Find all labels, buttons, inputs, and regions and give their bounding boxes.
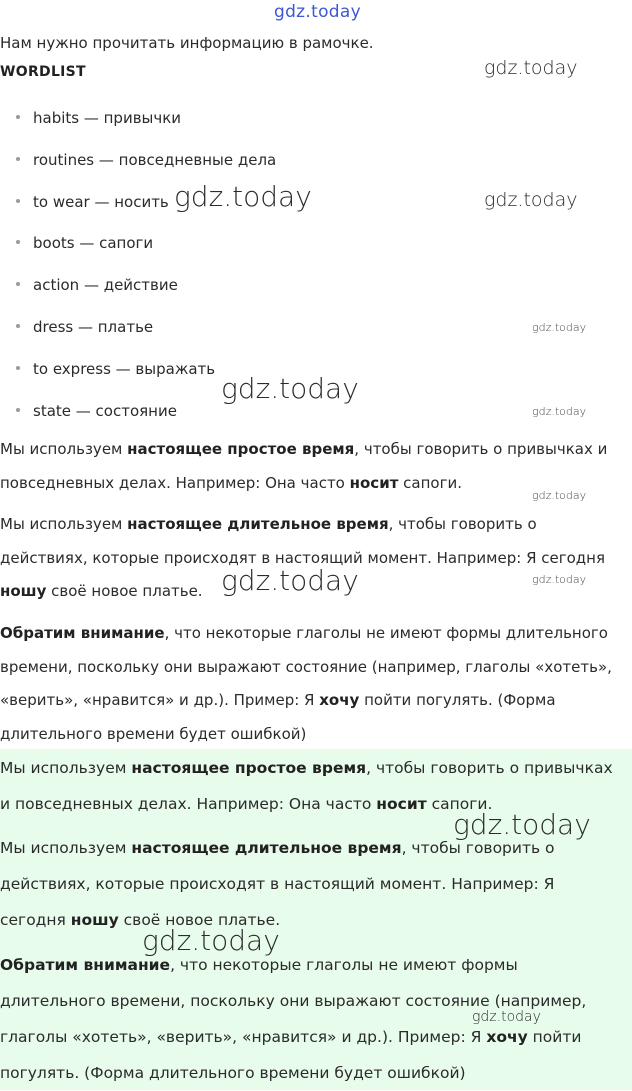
bullet-icon (16, 282, 20, 286)
para-bold: хочу (486, 1028, 528, 1046)
para-text: Мы используем (0, 759, 132, 777)
word-text: boots — сапоги (33, 234, 154, 253)
word-item (0, 108, 632, 150)
para-bold: ношу (70, 911, 119, 929)
para-bold: настоящее длительное время (127, 515, 389, 533)
para-text: Мы используем (0, 839, 132, 857)
bullet-icon (16, 199, 20, 203)
word-item (0, 150, 632, 192)
para-bold: носит (376, 795, 427, 813)
para-bold: настоящее простое время (131, 759, 367, 777)
bullet-icon (16, 366, 20, 370)
para-bold: настоящее простое время (127, 440, 355, 458)
bullet-icon (16, 324, 20, 328)
para-text: сапоги. (398, 473, 462, 492)
intro-text: Нам нужно прочитать информацию в рамочке. (0, 34, 374, 52)
wordlist-heading: WORDLIST (0, 64, 86, 80)
watermark: gdz.today (142, 924, 280, 957)
watermark: gdz.today (532, 573, 587, 586)
watermark: gdz.today (472, 1009, 541, 1025)
watermark: gdz.today (174, 180, 312, 213)
word-text: to wear — носить (33, 192, 169, 211)
bullet-icon (16, 408, 20, 412)
bullet-icon (16, 240, 20, 244)
para-bold: ношу (0, 582, 47, 600)
watermark: gdz.today (221, 564, 359, 597)
para-text: , чтобы говорить о привычках и повседневных делах. Например: Она часто (0, 759, 613, 813)
note-paragraph (0, 617, 620, 751)
para-text: , что некоторые глаголы не имеют формы длительного времени, поскольку они выражают состояние (например, глаголы «хотеть», «верить», «нравится» и др.). Пример: Я (0, 624, 612, 709)
watermark: gdz.today (532, 405, 587, 418)
para-text: , чтобы говорить о действиях, которые происходят в настоящий момент. Например: Я сегодня (0, 515, 605, 567)
para-text: пойти погулять. (Форма длительного времени будет ошибкой) (0, 1028, 582, 1082)
word-text: action — действие (33, 276, 178, 295)
bullet-icon (16, 157, 20, 161)
bullet-icon (16, 115, 20, 119)
para-bold: хочу (319, 691, 360, 709)
top-watermark: gdz.today (274, 2, 361, 22)
answer-present-continuous-paragraph (0, 830, 625, 938)
watermark: gdz.today (221, 372, 359, 405)
word-text: state — состояние (33, 401, 177, 420)
para-bold: носит (349, 473, 399, 492)
para-text: своё новое платье. (118, 911, 281, 929)
watermark: gdz.today (484, 189, 578, 211)
word-text: to express — выражать (33, 359, 216, 378)
word-text: routines — повседневные дела (33, 150, 277, 169)
para-text: Мы используем (0, 515, 128, 533)
para-text: , чтобы говорить о привычках и повседневных делах. Например: Она часто (0, 440, 608, 492)
watermark: gdz.today (532, 489, 587, 502)
word-text: habits — привычки (33, 109, 182, 127)
para-text: пойти погулять. (Форма длительного времени будет ошибкой) (0, 691, 556, 743)
word-item (0, 275, 632, 317)
para-text: своё новое платье. (46, 582, 203, 600)
watermark: gdz.today (484, 57, 578, 79)
para-text: , чтобы говорить о действиях, которые происходят в настоящий момент. Например: Я сегодня (0, 839, 555, 929)
para-text: сапоги. (426, 795, 493, 813)
watermark: gdz.today (453, 808, 591, 841)
para-text: Мы используем (0, 440, 128, 458)
para-text: , что некоторые глаголы не имеют формы длительного времени, поскольку они выражают состояние (например, глаголы «хотеть», «верить», «нравится» и др.). Пример: Я (0, 956, 587, 1046)
word-item (0, 233, 632, 275)
watermark: gdz.today (532, 321, 587, 334)
para-bold: настоящее длительное время (131, 839, 402, 857)
word-text: dress — платье (33, 317, 154, 336)
para-bold: Обратим внимание (0, 956, 171, 974)
para-bold: Обратим внимание (0, 624, 165, 642)
